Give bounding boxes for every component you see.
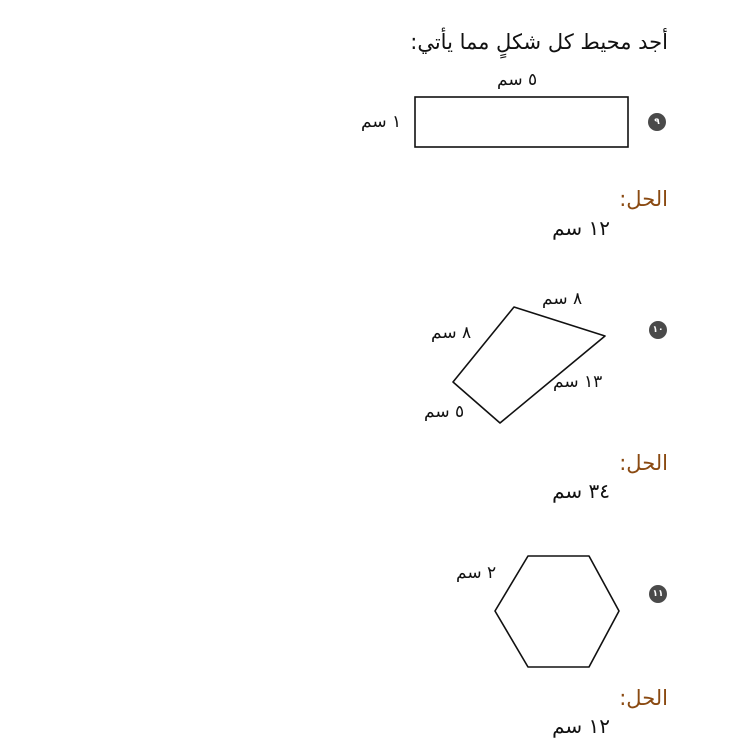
quadrilateral-top-side-label: ٨ سم: [542, 289, 583, 309]
quadrilateral-bottom-side-label: ٥ سم: [424, 402, 465, 422]
solution-label: الحل:: [619, 686, 668, 710]
solution-answer: ١٢ سم: [552, 714, 610, 738]
problem-number-badge: ١٠: [649, 321, 667, 339]
hexagon-side-label: ٢ سم: [456, 563, 497, 583]
solution-label: الحل:: [619, 451, 668, 475]
quadrilateral-left-side-label: ٨ سم: [431, 323, 472, 343]
quadrilateral-right-side-label: ١٣ سم: [553, 372, 603, 392]
solution-answer: ٣٤ سم: [552, 479, 610, 503]
hexagon-shape: [495, 556, 619, 667]
problem-number-badge: ١١: [649, 585, 667, 603]
rectangle-width-label: ١ سم: [361, 112, 402, 132]
instruction-text: أجد محيط كل شكلٍ مما يأتي:: [410, 30, 668, 54]
solution-answer: ١٢ سم: [552, 216, 610, 240]
problem-number-badge: ٩: [648, 113, 666, 131]
rectangle-length-label: ٥ سم: [497, 70, 538, 90]
solution-label: الحل:: [619, 187, 668, 211]
